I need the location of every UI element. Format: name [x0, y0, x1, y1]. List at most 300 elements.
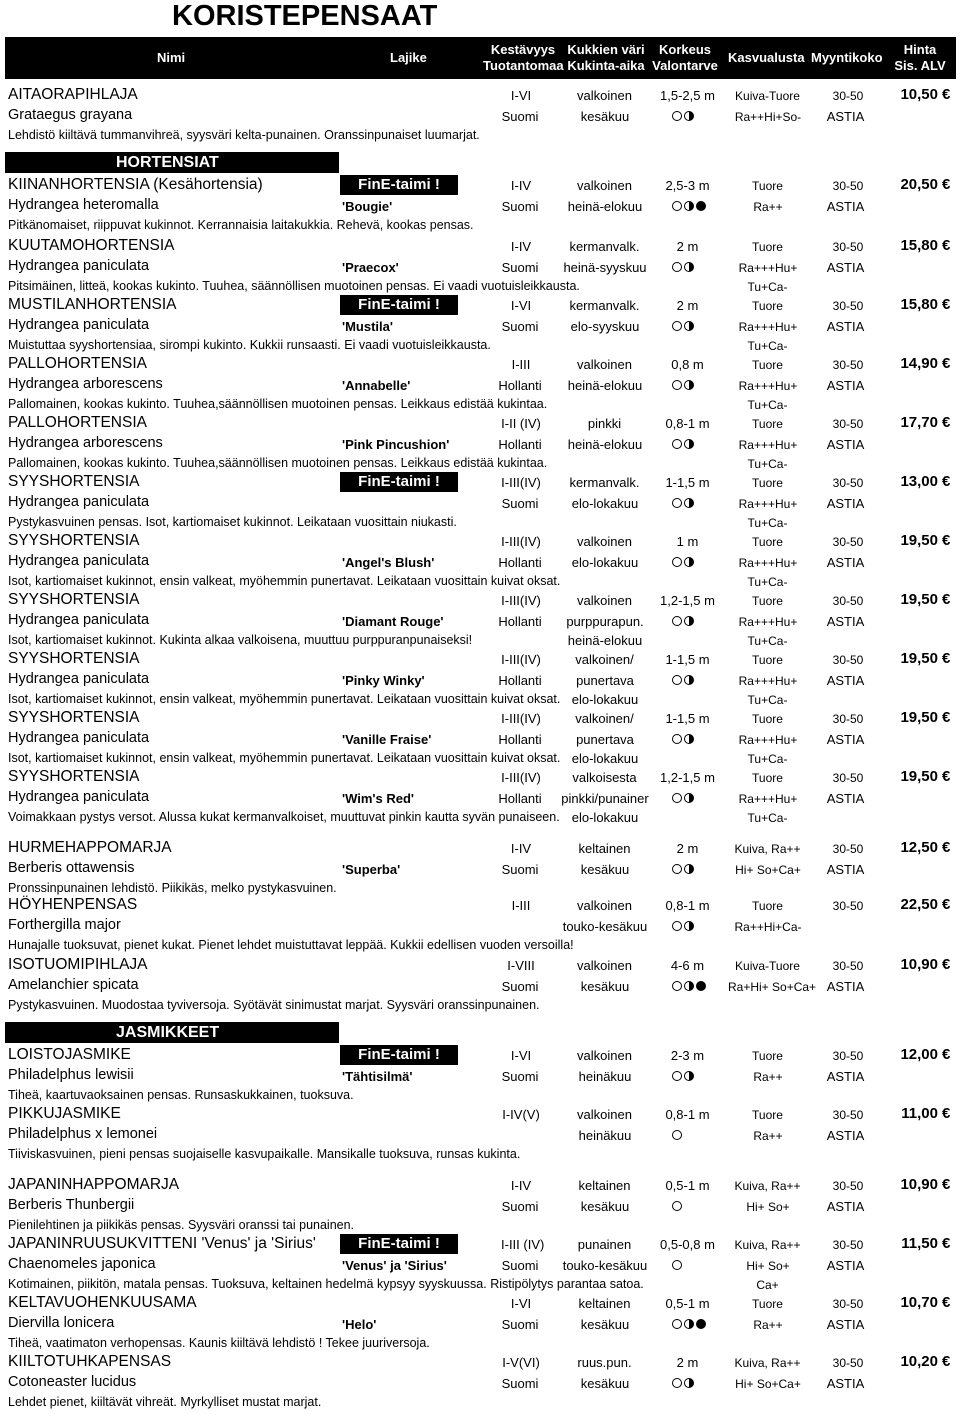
light-requirement — [672, 262, 708, 274]
full-sun-icon — [672, 1130, 682, 1140]
full-sun-icon — [672, 616, 682, 626]
hardiness-zone: I-III(IV) — [501, 652, 541, 667]
soil: Tuore — [752, 358, 783, 372]
soil: Kuiva, Ra++ — [734, 1356, 801, 1370]
latin-name: Hydrangea arborescens — [8, 376, 163, 392]
soil-detail: Ra++ — [753, 1070, 783, 1084]
soil-extra: Tu+Ca- — [747, 339, 788, 353]
price: 13,00 — [900, 473, 938, 490]
half-shade-icon — [684, 201, 694, 211]
origin: Suomi — [501, 1258, 539, 1273]
plant-name: KIINANHORTENSIA (Kesähortensia) — [8, 176, 263, 193]
euro-sign: € — [942, 176, 951, 193]
latin-name: Hydrangea paniculata — [8, 671, 150, 687]
origin: Suomi — [501, 979, 539, 994]
bloom-time: heinä-elokuu — [567, 199, 643, 214]
plant-description: Pystykasvuinen. Muodostaa tyviversoja. Syötävät sinimustat marjat. Syysväri oranssinpunainen. — [8, 998, 540, 1012]
pack-type: ASTIA — [826, 1128, 865, 1143]
cultivar: 'Bougie' — [342, 199, 393, 214]
full-sun-icon — [672, 439, 682, 449]
full-sun-icon — [672, 1201, 682, 1211]
soil-detail: Ra++Hi+Ca- — [734, 920, 802, 934]
soil: Tuore — [752, 1297, 783, 1311]
full-sun-icon — [672, 380, 682, 390]
pack-type: ASTIA — [826, 979, 865, 994]
soil: Kuiva, Ra++ — [734, 842, 801, 856]
height: 1,5-2,5 m — [660, 88, 715, 103]
header-kestavyys: Kestävyys Tuotantomaa — [483, 42, 564, 73]
pack-type: ASTIA — [826, 1258, 865, 1273]
sale-size: 30-50 — [832, 594, 864, 608]
flower-color: valkoinen — [577, 534, 632, 549]
euro-sign: € — [942, 296, 951, 313]
flower-color: kermanvalk. — [569, 475, 640, 490]
full-sun-icon — [672, 1378, 682, 1388]
bloom-time: heinä-syyskuu — [563, 260, 647, 275]
hardiness-zone: I-IV — [510, 841, 532, 856]
soil-detail: Ra+++Hu+ — [738, 615, 798, 629]
soil: Tuore — [752, 1049, 783, 1063]
light-requirement — [672, 498, 708, 510]
soil: Tuore — [752, 1108, 783, 1122]
soil: Tuore — [752, 712, 783, 726]
shade-icon — [696, 1319, 706, 1329]
hardiness-zone: I-III(IV) — [501, 593, 541, 608]
fine-taimi-badge: FinE-taimi ! — [340, 472, 458, 492]
sale-size: 30-50 — [832, 417, 864, 431]
soil: Kuiva, Ra++ — [734, 1238, 801, 1252]
header-hinta: Hinta Sis. ALV — [894, 42, 946, 73]
flower-color: kermanvalk. — [569, 298, 640, 313]
plant-description: Pallomainen, kookas kukinto. Tuuhea,säännöllisen muotoinen pensas. Leikkaus edistää kukintaa. — [8, 456, 548, 470]
full-sun-icon — [672, 1260, 682, 1270]
bloom-time-2: elo-lokakuu — [571, 810, 639, 825]
soil-extra: Tu+Ca- — [747, 575, 788, 589]
height: 0,5-1 m — [665, 1296, 710, 1311]
euro-sign: € — [942, 237, 951, 254]
euro-sign: € — [942, 1235, 951, 1252]
light-requirement — [672, 734, 708, 746]
half-shade-icon — [684, 1071, 694, 1081]
hardiness-zone: I-III — [511, 898, 531, 913]
soil-extra: Tu+Ca- — [747, 811, 788, 825]
soil-detail: Hi+ So+ — [746, 1200, 790, 1214]
cultivar: 'Pink Pincushion' — [342, 437, 450, 452]
euro-sign: € — [942, 956, 951, 973]
latin-name: Berberis Thunbergii — [8, 1197, 135, 1213]
latin-name: Hydrangea paniculata — [8, 789, 150, 805]
soil-detail: Ra+++Hu+ — [738, 379, 798, 393]
euro-sign: € — [942, 86, 951, 103]
plant-name: ISOTUOMIPIHLAJA — [8, 956, 148, 973]
soil-detail: Ra+++Hu+ — [738, 497, 798, 511]
bloom-time: kesäkuu — [580, 1317, 630, 1332]
light-requirement — [672, 1319, 708, 1331]
light-requirement — [672, 864, 708, 876]
plant-description: Muistuttaa syyshortensiaa, sirompi kukinto. Kukkii runsaasti. Ei vaadi vuotuisleikkausta. — [8, 338, 491, 352]
plant-name: HÖYHENPENSAS — [8, 896, 138, 913]
cultivar: 'Diamant Rouge' — [342, 614, 444, 629]
latin-name: Chaenomeles japonica — [8, 1256, 156, 1272]
light-requirement — [672, 981, 708, 993]
height: 2 m — [676, 841, 699, 856]
half-shade-icon — [684, 1378, 694, 1388]
latin-name: Hydrangea paniculata — [8, 258, 150, 274]
plant-description: Isot, kartiomaiset kukinnot, ensin valkeat, myöhemmin punertavat. Leikataan vuosittain kuivat oksat. — [8, 574, 561, 588]
half-shade-icon — [684, 793, 694, 803]
full-sun-icon — [672, 793, 682, 803]
flower-color: valkoinen — [577, 958, 632, 973]
soil-extra: Tu+Ca- — [747, 457, 788, 471]
height: 0,8-1 m — [665, 1107, 710, 1122]
soil-detail: Ra++Hi+So- — [734, 110, 802, 124]
light-requirement — [672, 1130, 708, 1142]
soil-detail: Ra+++Hu+ — [738, 733, 798, 747]
soil-detail: Hi+ So+ — [746, 1259, 790, 1273]
latin-name: Diervilla lonicera — [8, 1315, 115, 1331]
soil-extra: Tu+Ca- — [747, 634, 788, 648]
full-sun-icon — [672, 921, 682, 931]
bloom-time: elo-lokakuu — [571, 496, 639, 511]
sale-size: 30-50 — [832, 842, 864, 856]
pack-type: ASTIA — [826, 1199, 865, 1214]
pack-type: ASTIA — [826, 1317, 865, 1332]
flower-color: keltainen — [578, 841, 631, 856]
half-shade-icon — [684, 616, 694, 626]
latin-name: Hydrangea paniculata — [8, 494, 150, 510]
soil-detail: Ra+++Hu+ — [738, 792, 798, 806]
euro-sign: € — [942, 591, 951, 608]
plant-description: Kotimainen, piikitön, matala pensas. Tuoksuva, keltainen hedelmä kypsyy syyskuussa. Ristipölytys parantaa satoa. — [8, 1277, 644, 1291]
cultivar: 'Superba' — [342, 862, 401, 877]
bloom-time: heinä-elokuu — [567, 437, 643, 452]
latin-name: Hydrangea paniculata — [8, 317, 150, 333]
cultivar: 'Helo' — [342, 1317, 377, 1332]
origin: Hollanti — [498, 437, 542, 452]
soil: Tuore — [752, 899, 783, 913]
bloom-time-2: elo-lokakuu — [571, 692, 639, 707]
plant-name: SYYSHORTENSIA — [8, 650, 140, 667]
origin: Suomi — [501, 1069, 539, 1084]
full-sun-icon — [672, 498, 682, 508]
pack-type: ASTIA — [826, 378, 865, 393]
half-shade-icon — [684, 864, 694, 874]
price: 14,90 — [900, 355, 938, 372]
sale-size: 30-50 — [832, 1108, 864, 1122]
latin-name: Hydrangea paniculata — [8, 612, 150, 628]
origin: Suomi — [501, 1317, 539, 1332]
bloom-time: purppurapun. — [566, 614, 644, 629]
full-sun-icon — [672, 675, 682, 685]
latin-name: Hydrangea heteromalla — [8, 197, 159, 213]
plant-description: Tiheä, vaatimaton verhopensas. Kaunis kiiltävä lehdistö ! Tekee juuriversoja. — [8, 1336, 430, 1350]
soil-extra: Tu+Ca- — [747, 516, 788, 530]
soil-extra: Tu+Ca- — [747, 752, 788, 766]
price: 19,50 — [900, 532, 938, 549]
sale-size: 30-50 — [832, 959, 864, 973]
sale-size: 30-50 — [832, 1356, 864, 1370]
light-requirement — [672, 793, 708, 805]
price: 19,50 — [900, 650, 938, 667]
origin: Hollanti — [498, 614, 542, 629]
latin-name: Hydrangea paniculata — [8, 553, 150, 569]
height: 2 m — [676, 239, 699, 254]
flower-color: valkoinen/ — [575, 711, 634, 726]
pack-type: ASTIA — [826, 614, 865, 629]
cultivar: 'Venus' ja 'Sirius' — [342, 1258, 447, 1273]
fine-taimi-badge: FinE-taimi ! — [340, 1234, 458, 1254]
plant-name: KIILTOTUHKAPENSAS — [8, 1353, 172, 1370]
light-requirement — [672, 321, 708, 333]
sale-size: 30-50 — [832, 240, 864, 254]
price: 15,80 — [900, 296, 938, 313]
half-shade-icon — [684, 111, 694, 121]
price: 10,90 — [900, 1176, 938, 1193]
sale-size: 30-50 — [832, 358, 864, 372]
plant-description: Tiiviskasvuinen, pieni pensas suojaiselle kasvupaikalle. Mansikalle tuoksuva, runsas kukinta. — [8, 1147, 521, 1161]
origin: Hollanti — [498, 673, 542, 688]
latin-name: Hydrangea paniculata — [8, 730, 150, 746]
half-shade-icon — [684, 675, 694, 685]
flower-color: valkoinen — [577, 898, 632, 913]
hardiness-zone: I-III(IV) — [501, 534, 541, 549]
soil: Kuiva, Ra++ — [734, 1179, 801, 1193]
light-requirement — [672, 675, 708, 687]
soil-extra: Tu+Ca- — [747, 398, 788, 412]
bloom-time-2: heinä-elokuu — [567, 633, 643, 648]
price: 10,50 — [900, 86, 938, 103]
hardiness-zone: I-V(VI) — [502, 1355, 540, 1370]
height: 4-6 m — [670, 958, 705, 973]
half-shade-icon — [684, 981, 694, 991]
origin: Suomi — [501, 1376, 539, 1391]
flower-color: kermanvalk. — [569, 239, 640, 254]
soil-detail: Ra++ — [753, 1129, 783, 1143]
cultivar: 'Praecox' — [342, 260, 399, 275]
header-korkeus: Korkeus Valontarve — [652, 42, 718, 73]
soil-extra: Tu+Ca- — [747, 693, 788, 707]
light-requirement — [672, 380, 708, 392]
plant-name: SYYSHORTENSIA — [8, 591, 140, 608]
light-requirement — [672, 439, 708, 451]
pack-type: ASTIA — [826, 732, 865, 747]
soil: Tuore — [752, 653, 783, 667]
latin-name: Amelanchier spicata — [8, 977, 139, 993]
euro-sign: € — [942, 1105, 951, 1122]
flower-color: valkoinen/ — [575, 652, 634, 667]
light-requirement — [672, 111, 708, 123]
origin: Hollanti — [498, 732, 542, 747]
soil: Tuore — [752, 417, 783, 431]
price: 17,70 — [900, 414, 938, 431]
cultivar: 'Tähtisilmä' — [342, 1069, 413, 1084]
hardiness-zone: I-III — [511, 357, 531, 372]
hardiness-zone: I-III(IV) — [501, 770, 541, 785]
pack-type: ASTIA — [826, 109, 865, 124]
pack-type: ASTIA — [826, 199, 865, 214]
sale-size: 30-50 — [832, 771, 864, 785]
pack-type: ASTIA — [826, 260, 865, 275]
light-requirement — [672, 201, 708, 213]
full-sun-icon — [672, 557, 682, 567]
flower-color: valkoisesta — [572, 770, 637, 785]
pack-type: ASTIA — [826, 862, 865, 877]
euro-sign: € — [942, 414, 951, 431]
fine-taimi-badge: FinE-taimi ! — [340, 295, 458, 315]
euro-sign: € — [942, 1176, 951, 1193]
light-requirement — [672, 1378, 708, 1390]
soil: Tuore — [752, 240, 783, 254]
table-header — [5, 37, 956, 79]
full-sun-icon — [672, 1319, 682, 1329]
category-hortensiat: HORTENSIAT — [5, 152, 339, 173]
soil-detail: Hi+ So+Ca+ — [735, 863, 801, 877]
light-requirement — [672, 1260, 708, 1272]
hardiness-zone: I-VI — [510, 1296, 532, 1311]
plant-description: Isot, kartiomaiset kukinnot, ensin valkeat, myöhemmin punertavat. Leikataan vuosittain kuivat oksat. — [8, 692, 561, 706]
origin: Suomi — [501, 862, 539, 877]
bloom-time: punertava — [576, 673, 634, 688]
origin: Suomi — [501, 199, 539, 214]
header-lajike: Lajike — [390, 50, 427, 65]
height: 2 m — [676, 298, 699, 313]
soil: Tuore — [752, 535, 783, 549]
bloom-time: punertava — [576, 732, 634, 747]
bloom-time: heinä-elokuu — [567, 378, 643, 393]
header-myyntikoko: Myyntikoko — [811, 50, 883, 65]
height: 1,2-1,5 m — [660, 770, 715, 785]
bloom-time-2: elo-lokakuu — [571, 751, 639, 766]
cultivar: 'Annabelle' — [342, 378, 411, 393]
plant-name: SYYSHORTENSIA — [8, 473, 140, 490]
euro-sign: € — [942, 839, 951, 856]
height: 0,5-1 m — [665, 1178, 710, 1193]
fine-taimi-badge: FinE-taimi ! — [340, 175, 458, 195]
plant-name: PALLOHORTENSIA — [8, 414, 147, 431]
euro-sign: € — [942, 896, 951, 913]
origin: Suomi — [501, 260, 539, 275]
bloom-time: kesäkuu — [580, 979, 630, 994]
flower-color: valkoinen — [577, 178, 632, 193]
bloom-time: elo-lokakuu — [571, 555, 639, 570]
sale-size: 30-50 — [832, 299, 864, 313]
header-kasvualusta: Kasvualusta — [728, 50, 805, 65]
plant-name: SYYSHORTENSIA — [8, 532, 140, 549]
pack-type: ASTIA — [826, 1069, 865, 1084]
plant-description: Pallomainen, kookas kukinto. Tuuhea,säännöllisen muotoinen pensas. Leikkaus edistää kukintaa. — [8, 397, 548, 411]
soil-detail: Ra+++Hu+ — [738, 438, 798, 452]
plant-description: Pitkänomaiset, riippuvat kukinnot. Kerrannaisia laitakukkia. Rehevä, kookas pensas. — [8, 218, 474, 232]
light-requirement — [672, 1201, 708, 1213]
pack-type: ASTIA — [826, 437, 865, 452]
height: 2-3 m — [670, 1048, 705, 1063]
price: 12,00 — [900, 1046, 938, 1063]
euro-sign: € — [942, 532, 951, 549]
soil-detail: Ra++ — [753, 1318, 783, 1332]
flower-color: valkoinen — [577, 357, 632, 372]
full-sun-icon — [672, 1071, 682, 1081]
price: 19,50 — [900, 768, 938, 785]
hardiness-zone: I-VI — [510, 88, 532, 103]
full-sun-icon — [672, 864, 682, 874]
hardiness-zone: I-VI — [510, 298, 532, 313]
hardiness-zone: I-IV — [510, 239, 532, 254]
cultivar: 'Vanille Fraise' — [342, 732, 432, 747]
pack-type: ASTIA — [826, 555, 865, 570]
bloom-time: kesäkuu — [580, 1376, 630, 1391]
euro-sign: € — [942, 768, 951, 785]
price: 10,20 — [900, 1353, 938, 1370]
bloom-time: kesäkuu — [580, 1199, 630, 1214]
sale-size: 30-50 — [832, 653, 864, 667]
soil: Kuiva-Tuore — [735, 89, 800, 103]
plant-name: AITAORAPIHLAJA — [8, 86, 138, 103]
shade-icon — [696, 981, 706, 991]
bloom-time: heinäkuu — [578, 1069, 632, 1084]
light-requirement — [672, 921, 708, 933]
cultivar: 'Mustila' — [342, 319, 393, 334]
price: 22,50 — [900, 896, 938, 913]
hardiness-zone: I-VIII — [507, 958, 535, 973]
half-shade-icon — [684, 1319, 694, 1329]
price: 20,50 — [900, 176, 938, 193]
plant-name: PIKKUJASMIKE — [8, 1105, 121, 1122]
plant-description: Lehdistö kiiltävä tummanvihreä, syysväri kelta-punainen. Oranssinpunaiset luumarjat. — [8, 128, 480, 142]
soil-detail: Ra+++Hu+ — [738, 261, 798, 275]
category-jasmikkeet: JASMIKKEET — [5, 1022, 339, 1043]
sale-size: 30-50 — [832, 899, 864, 913]
header-kukkien: Kukkien väri Kukinta-aika — [567, 42, 645, 73]
bloom-time: elo-syyskuu — [570, 319, 640, 334]
header-nimi: Nimi — [157, 50, 186, 65]
height: 1-1,5 m — [665, 711, 710, 726]
height: 2,5-3 m — [665, 178, 710, 193]
plant-name: JAPANINHAPPOMARJA — [8, 1176, 180, 1193]
flower-color: keltainen — [578, 1178, 631, 1193]
price: 10,90 — [900, 956, 938, 973]
pack-type: ASTIA — [826, 319, 865, 334]
soil-detail: Ra+Hi+ So+Ca+ — [728, 980, 817, 994]
plant-description: Lehdet pienet, kiiltävät vihreät. Myrkylliset mustat marjat. — [8, 1395, 322, 1409]
soil-detail: Ra++ — [753, 200, 783, 214]
flower-color: valkoinen — [577, 88, 632, 103]
euro-sign: € — [942, 650, 951, 667]
origin: Hollanti — [498, 555, 542, 570]
sale-size: 30-50 — [832, 179, 864, 193]
soil-detail: Ra+++Hu+ — [738, 556, 798, 570]
height: 1-1,5 m — [665, 475, 710, 490]
full-sun-icon — [672, 201, 682, 211]
price: 19,50 — [900, 591, 938, 608]
bloom-time: kesäkuu — [580, 862, 630, 877]
hardiness-zone: I-IV — [510, 1178, 532, 1193]
height: 0,5-0,8 m — [660, 1237, 715, 1252]
light-requirement — [672, 557, 708, 569]
sale-size: 30-50 — [832, 1179, 864, 1193]
soil: Tuore — [752, 771, 783, 785]
height: 2 m — [676, 1355, 699, 1370]
soil: Tuore — [752, 179, 783, 193]
hardiness-zone: I-VI — [510, 1048, 532, 1063]
plant-name: LOISTOJASMIKE — [8, 1046, 131, 1063]
plant-name: SYYSHORTENSIA — [8, 709, 140, 726]
soil: Tuore — [752, 594, 783, 608]
flower-color: pinkki — [587, 416, 622, 431]
sale-size: 30-50 — [832, 1238, 864, 1252]
half-shade-icon — [684, 380, 694, 390]
origin: Suomi — [501, 319, 539, 334]
bloom-time: touko-kesäkuu — [562, 919, 648, 934]
